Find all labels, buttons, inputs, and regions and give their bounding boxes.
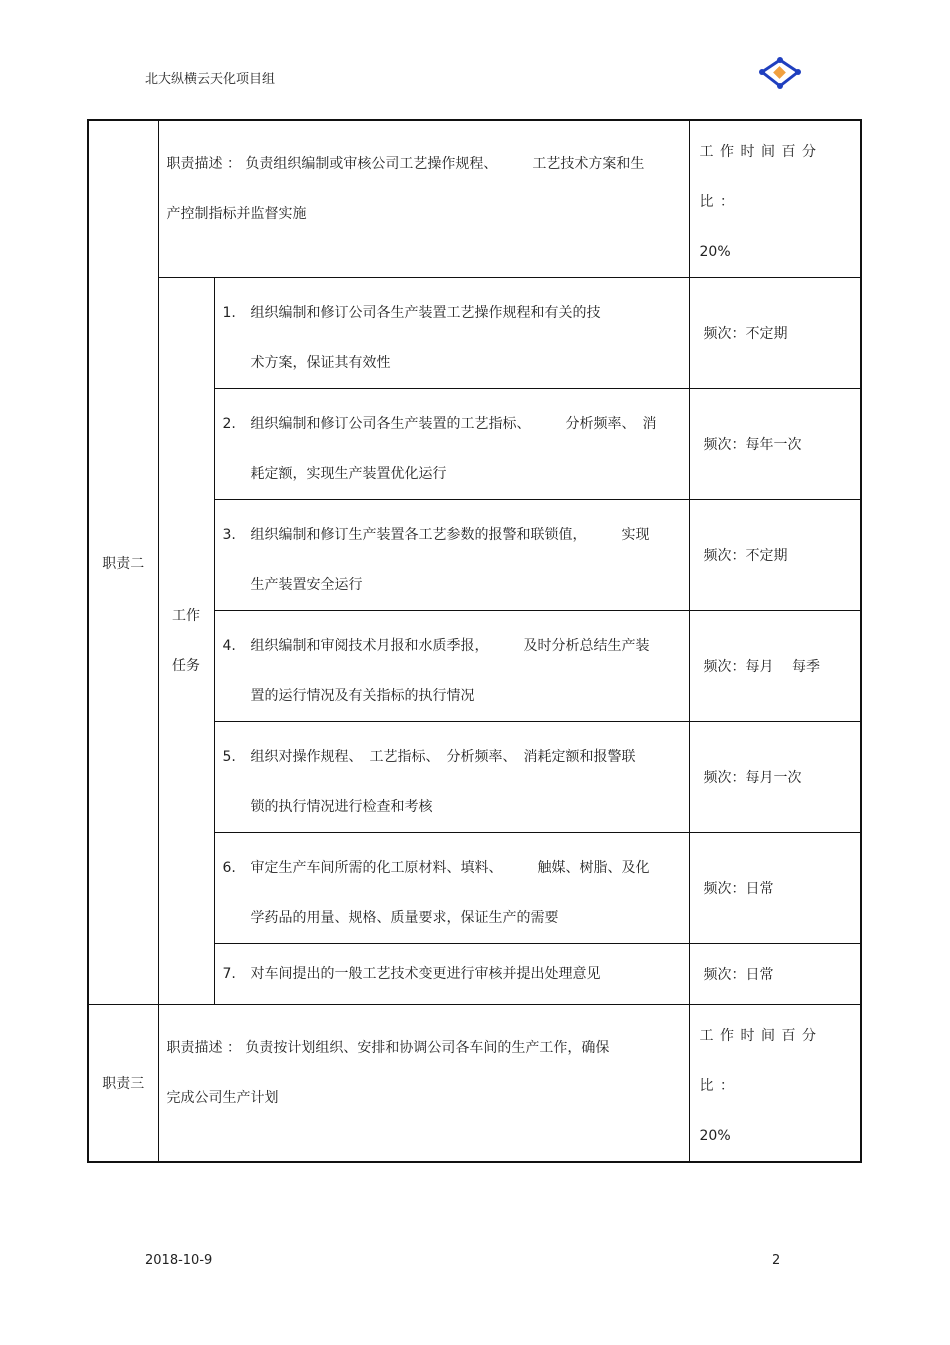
duty3-description-line2: 完成公司生产计划 xyxy=(166,1090,279,1106)
duty3-percent-value: 20% xyxy=(699,1128,731,1144)
duty3-description xyxy=(158,1005,689,1163)
header-org-name: 北大纵横云天化项目组 xyxy=(145,72,276,87)
task-text-line2: 生产装置安全运行 xyxy=(250,577,363,593)
task-2 xyxy=(214,389,689,500)
task-6 xyxy=(214,833,689,944)
task-group-label xyxy=(158,278,214,1005)
task-4-frequency: 频次：每月 每季 xyxy=(689,611,861,722)
task-4 xyxy=(214,611,689,722)
task-text-line1: 组织对操作规程、 工艺指标、 分析频率、 消耗定额和报警联 xyxy=(250,749,636,765)
task-5 xyxy=(214,722,689,833)
duties-table xyxy=(87,119,862,1163)
task-text-line2: 锁的执行情况进行检查和考核 xyxy=(250,799,433,815)
task-number: 6. xyxy=(222,860,236,876)
task-3 xyxy=(214,500,689,611)
duty2-description-row xyxy=(88,120,861,278)
duty3-percent xyxy=(689,1005,861,1163)
duty3-role-label: 职责三 xyxy=(88,1005,158,1163)
task-text-line2: 置的运行情况及有关指标的执行情况 xyxy=(250,688,475,704)
company-logo xyxy=(756,56,804,92)
task-row xyxy=(88,278,861,389)
duty2-description-line1: 职责描述 ： 负责组织编制或审核公司工艺操作规程、 工艺技术方案和生 xyxy=(166,156,645,172)
task-text-line2: 耗定额，实现生产装置优化运行 xyxy=(250,466,447,482)
task-number: 1. xyxy=(222,305,236,321)
footer-date: 2018-10-9 xyxy=(145,1253,213,1268)
duty2-description-line2: 产控制指标并监督实施 xyxy=(166,206,307,222)
task-2-frequency: 频次：每年一次 xyxy=(689,389,861,500)
task-text-line1: 审定生产车间所需的化工原材料、填料、 触媒、树脂、及化 xyxy=(250,860,650,876)
task-number: 2. xyxy=(222,416,236,432)
duty2-percent xyxy=(689,120,861,278)
task-number: 7. xyxy=(222,966,236,982)
task-text-line2: 学药品的用量、规格、质量要求，保证生产的需要 xyxy=(250,910,559,926)
task-3-frequency: 频次：不定期 xyxy=(689,500,861,611)
task-text-line1: 组织编制和审阅技术月报和水质季报， 及时分析总结生产装 xyxy=(250,638,650,654)
page-number: 2 xyxy=(772,1253,781,1268)
duty2-role-label: 职责二 xyxy=(88,120,158,1005)
task-number: 4. xyxy=(222,638,236,654)
duty2-description xyxy=(158,120,689,278)
task-text-line2: 术方案，保证其有效性 xyxy=(250,355,391,371)
task-text-line1: 组织编制和修订生产装置各工艺参数的报警和联锁值， 实现 xyxy=(250,527,650,543)
duty3-description-line1: 职责描述 ： 负责按计划组织、安排和协调公司各车间的生产工作，确保 xyxy=(166,1040,610,1056)
task-6-frequency: 频次：日常 xyxy=(689,833,861,944)
task-text-line1: 组织编制和修订公司各生产装置的工艺指标、 分析频率、 消 xyxy=(250,416,657,432)
duty2-percent-label: 工作时间百分比： xyxy=(699,144,823,210)
task-text-line1: 对车间提出的一般工艺技术变更进行审核并提出处理意见 xyxy=(250,966,601,982)
task-1-frequency: 频次：不定期 xyxy=(689,278,861,389)
task-group-label-line2: 任务 xyxy=(172,658,200,674)
task-text-line1: 组织编制和修订公司各生产装置工艺操作规程和有关的技 xyxy=(250,305,601,321)
task-5-frequency: 频次：每月一次 xyxy=(689,722,861,833)
duty2-percent-value: 20% xyxy=(699,244,731,260)
task-1 xyxy=(214,278,689,389)
duty3-description-row xyxy=(88,1005,861,1163)
task-7-frequency: 频次：日常 xyxy=(689,944,861,1005)
task-group-label-line1: 工作 xyxy=(172,608,200,624)
task-number: 3. xyxy=(222,527,236,543)
task-7 xyxy=(214,944,689,1005)
task-number: 5. xyxy=(222,749,236,765)
duty3-percent-label: 工作时间百分比： xyxy=(699,1028,823,1094)
